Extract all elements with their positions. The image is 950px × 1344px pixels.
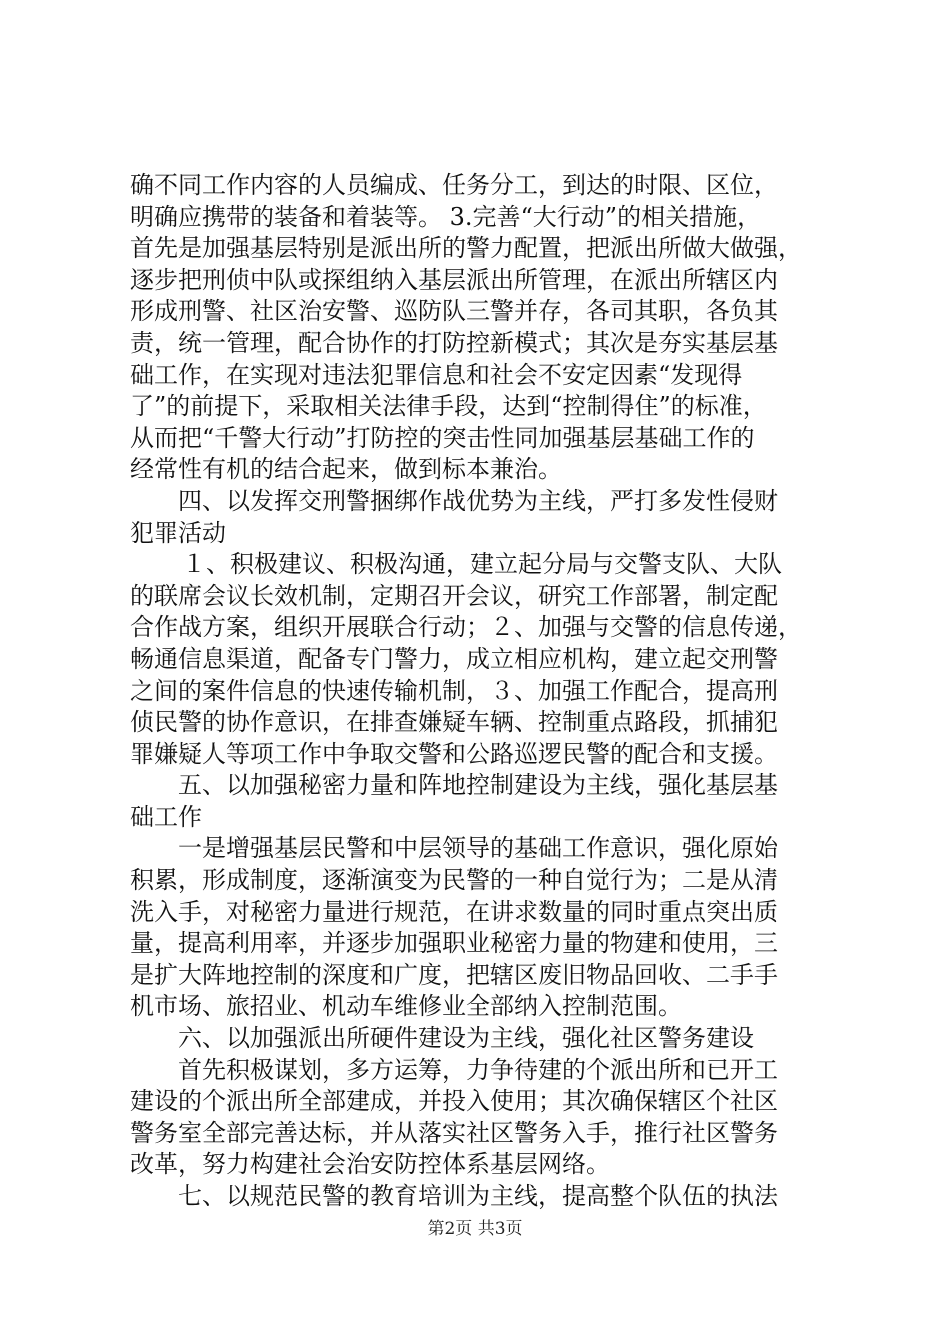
- paragraph-line: 畅通信息渠道，配备专门警力，成立相应机构，建立起交刑警: [130, 644, 778, 673]
- paragraph-line: 洗入手，对秘密力量进行规范，在讲求数量的同时重点突出质: [130, 897, 778, 926]
- paragraph-line: 积累，形成制度，逐渐演变为民警的一种自觉行为；二是从清: [130, 866, 778, 895]
- paragraph-line: 警务室全部完善达标，并从落实社区警务入手，推行社区警务: [130, 1118, 778, 1147]
- page-number-footer: 第2页 共3页: [427, 1219, 523, 1239]
- paragraph-line: 之间的案件信息的快速传输机制，３、加强工作配合，提高刑: [130, 676, 778, 705]
- paragraph-line: 责，统一管理，配合协作的打防控新模式；其次是夯实基层基: [130, 328, 778, 357]
- paragraph-line: 一是增强基层民警和中层领导的基础工作意识，强化原始: [178, 834, 778, 863]
- paragraph-line: 首先积极谋划，多方运筹，力争待建的个派出所和已开工: [178, 1055, 778, 1084]
- section-heading-7: 七、以规范民警的教育培训为主线，提高整个队伍的执法: [178, 1182, 778, 1210]
- paragraph-line: 确不同工作内容的人员编成、任务分工，到达的时限、区位，: [130, 171, 778, 199]
- paragraph-line: 罪嫌疑人等项工作中争取交警和公路巡逻民警的配合和支援。: [130, 739, 778, 768]
- section-heading-4: 四、以发挥交刑警捆绑作战优势为主线，严打多发性侵财: [178, 486, 778, 515]
- paragraph-line: 机市场、旅招业、机动车维修业全部纳入控制范围。: [130, 992, 682, 1021]
- paragraph-line: 首先是加强基层特别是派出所的警力配置，把派出所做大做强，: [130, 234, 802, 263]
- paragraph-line: 逐步把刑侦中队或探组纳入基层派出所管理，在派出所辖区内: [130, 265, 778, 294]
- section-heading-5: 五、以加强秘密力量和阵地控制建设为主线，强化基层基: [178, 771, 778, 800]
- paragraph-line: 改革，努力构建社会治安防控体系基层网络。: [130, 1150, 610, 1179]
- paragraph-line: 础工作，在实现对违法犯罪信息和社会不安定因素“发现得: [130, 360, 743, 389]
- paragraph-line: 从而把“千警大行动”打防控的突击性同加强基层基础工作的: [130, 423, 755, 452]
- section-heading-4-cont: 犯罪活动: [130, 518, 226, 547]
- paragraph-line: 合作战方案，组织开展联合行动；２、加强与交警的信息传递，: [130, 613, 802, 642]
- paragraph-line: 建设的个派出所全部建成，并投入使用；其次确保辖区个社区: [130, 1087, 778, 1116]
- document-body: [130, 170, 830, 1213]
- paragraph-line: 形成刑警、社区治安警、巡防队三警并存，各司其职，各负其: [130, 297, 778, 326]
- section-heading-5-cont: 础工作: [130, 802, 202, 831]
- paragraph-line: １、积极建议、积极沟通，建立起分局与交警支队、大队: [182, 550, 782, 579]
- paragraph-line: 侦民警的协作意识，在排查嫌疑车辆、控制重点路段，抓捕犯: [130, 708, 778, 737]
- paragraph-line: 明确应携带的装备和着装等。 3.完善“大行动”的相关措施，: [130, 202, 762, 231]
- paragraph-line: 经常性有机的结合起来，做到标本兼治。: [130, 455, 562, 484]
- paragraph-line: 是扩大阵地控制的深度和广度，把辖区废旧物品回收、二手手: [130, 960, 778, 989]
- paragraph-line: 了”的前提下，采取相关法律手段，达到“控制得住”的标准，: [130, 392, 767, 421]
- section-heading-6: 六、以加强派出所硬件建设为主线，强化社区警务建设: [178, 1024, 754, 1053]
- paragraph-line: 量，提高利用率，并逐步加强职业秘密力量的物建和使用，三: [130, 929, 778, 958]
- paragraph-line: 的联席会议长效机制，定期召开会议，研究工作部署，制定配: [130, 581, 778, 610]
